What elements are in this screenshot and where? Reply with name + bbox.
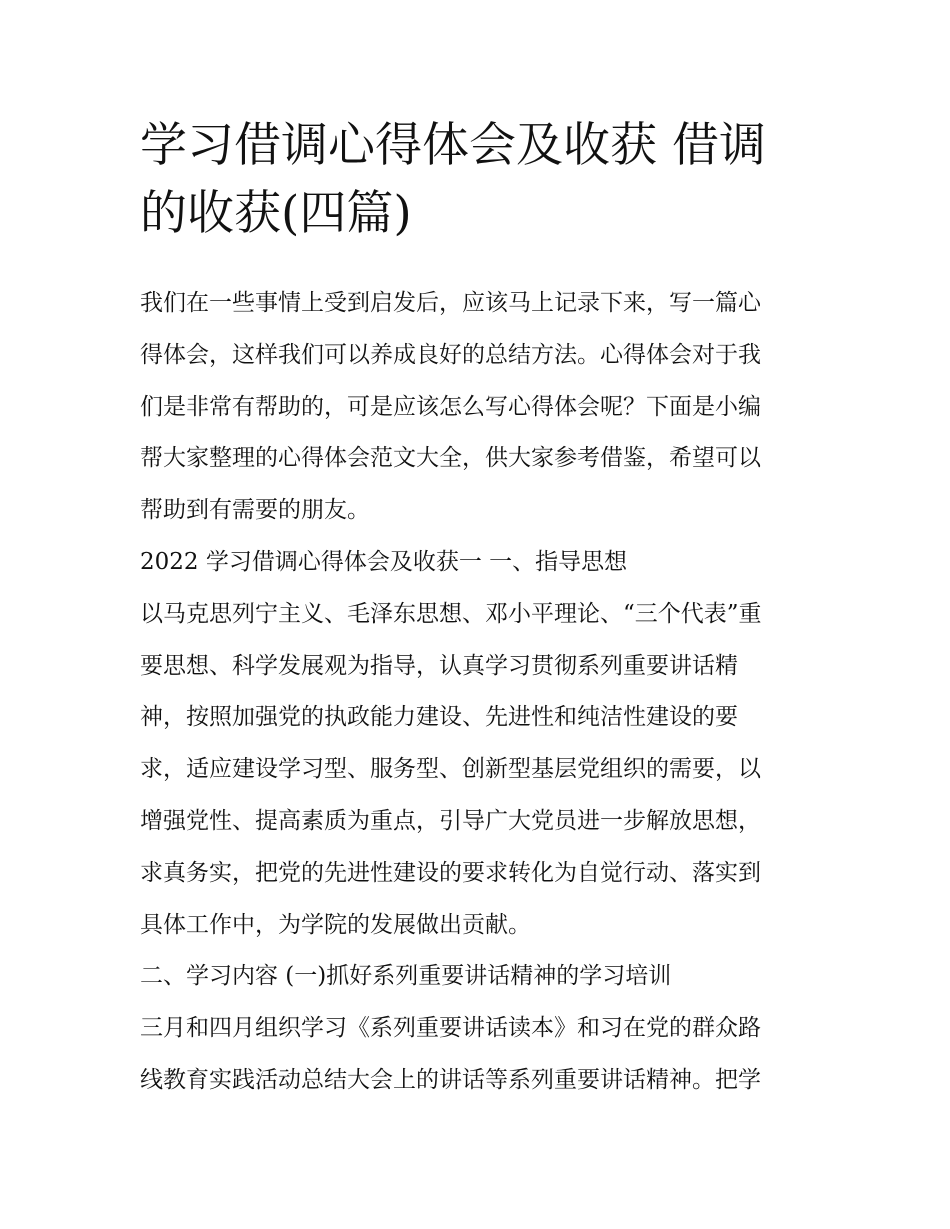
- section-heading: 二、学习内容 (一)抓好系列重要讲话精神的学习培训: [140, 963, 672, 990]
- body-line: 具体工作中，为学院的发展做出贡献。: [140, 911, 531, 938]
- section-heading: 2022 学习借调心得体会及收获一 一、指导思想: [140, 548, 628, 575]
- document-title: [140, 112, 820, 248]
- body-line: 得体会，这样我们可以养成良好的总结方法。心得体会对于我: [140, 341, 761, 368]
- body-line: 求，适应建设学习型、服务型、创新型基层党组织的需要，以: [140, 756, 761, 783]
- body-line: 以马克思列宁主义、毛泽东思想、邓小平理论、“三个代表”重: [140, 600, 762, 627]
- body-line: 增强党性、提高素质为重点，引导广大党员进一步解放思想，: [140, 807, 761, 834]
- title-line: 的收获(四篇): [140, 186, 412, 241]
- body-line: 线教育实践活动总结大会上的讲话等系列重要讲话精神。把学: [140, 1066, 761, 1093]
- body-line: 三月和四月组织学习《系列重要讲话读本》和习在党的群众路: [140, 1015, 761, 1042]
- body-line: 帮助到有需要的朋友。: [140, 497, 370, 524]
- document-body: [140, 278, 820, 1107]
- body-line: 神，按照加强党的执政能力建设、先进性和纯洁性建设的要: [140, 704, 738, 731]
- title-line: 学习借调心得体会及收获 借调: [140, 118, 766, 173]
- body-line: 们是非常有帮助的，可是应该怎么写心得体会呢？下面是小编: [140, 393, 761, 420]
- body-line: 我们在一些事情上受到启发后，应该马上记录下来，写一篇心: [140, 290, 761, 316]
- body-line: 求真务实，把党的先进性建设的要求转化为自觉行动、落实到: [140, 859, 761, 886]
- body-line: 帮大家整理的心得体会范文大全，供大家参考借鉴，希望可以: [140, 445, 761, 472]
- body-line: 要思想、科学发展观为指导，认真学习贯彻系列重要讲话精: [140, 652, 738, 679]
